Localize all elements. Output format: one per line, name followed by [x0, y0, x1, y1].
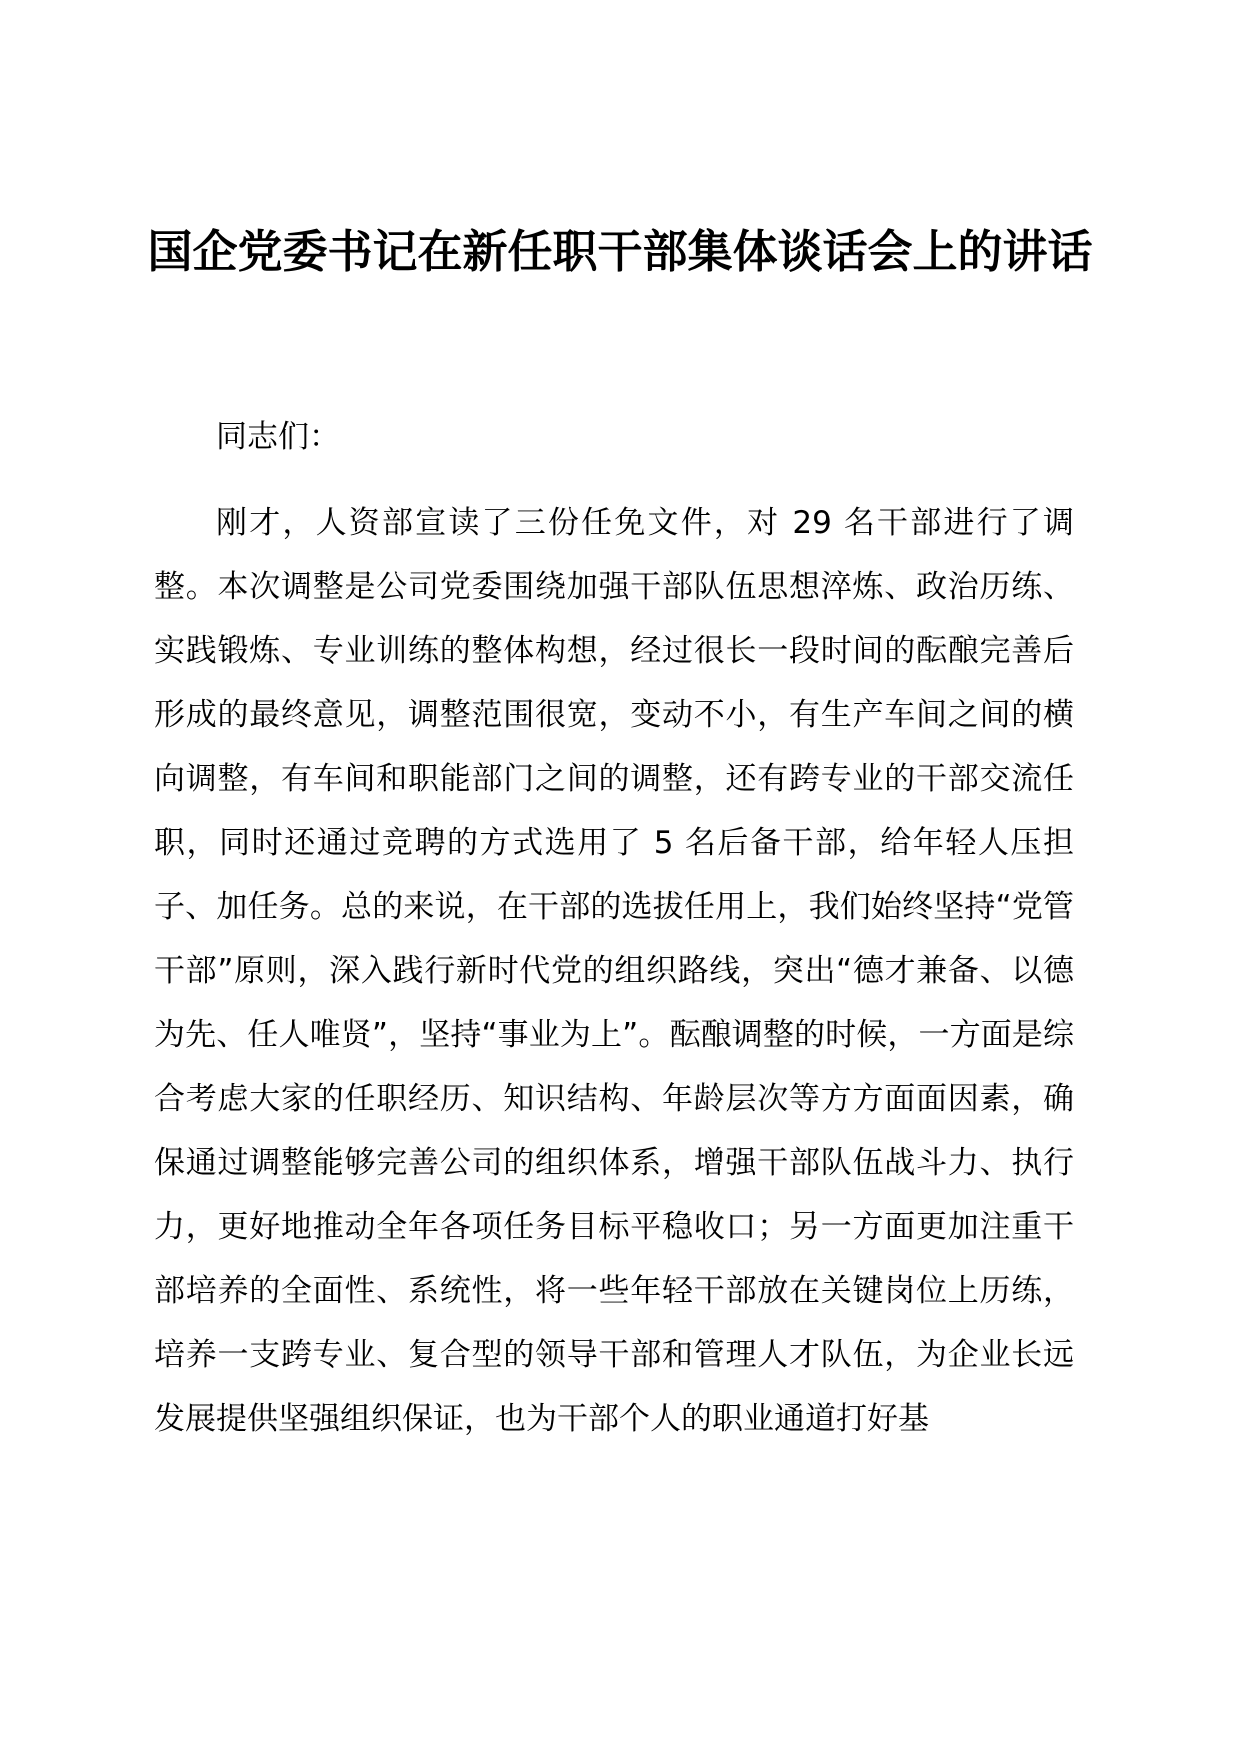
document-title: 国企党委书记在新任职干部集体谈话会上的讲话 — [147, 225, 1093, 278]
document-body — [154, 405, 1074, 1451]
body-paragraph: 刚才，人资部宣读了三份任免文件，对 29 名干部进行了调整。本次调整是公司党委围绕加强干部队伍思想淬炼、政治历练、实践锻炼、专业训练的整体构想，经过很长一段时间的酝酿完善后形成的最终意见，调整范围很宽，变动不小，有生产车间之间的横向调整，有车间和职能部门之间的调整，还有跨专业的干部交流任职，同时还通过竞聘的方式选用了 5 名后备干部，给年轻人压担子、加任务。总的来说，在干部的选拔任用上，我们始终坚持“党管干部”原则，深入践行新时代党的组织路线，突出“德才兼备、以德为先、任人唯贤”，坚持“事业为上”。酝酿调整的时候，一方面是综合考虑大家的任职经历、知识结构、年龄层次等方方面面因素，确保通过调整能够完善公司的组织体系，增强干部队伍战斗力、执行力，更好地推动全年各项任务目标平稳收口；另一方面更加注重干部培养的全面性、系统性，将一些年轻干部放在关键岗位上历练，培养一支跨专业、复合型的领导干部和管理人才队伍，为企业长远发展提供坚强组织保证，也为干部个人的职业通道打好基 — [154, 505, 1074, 1437]
salutation: 同志们： — [216, 419, 340, 455]
